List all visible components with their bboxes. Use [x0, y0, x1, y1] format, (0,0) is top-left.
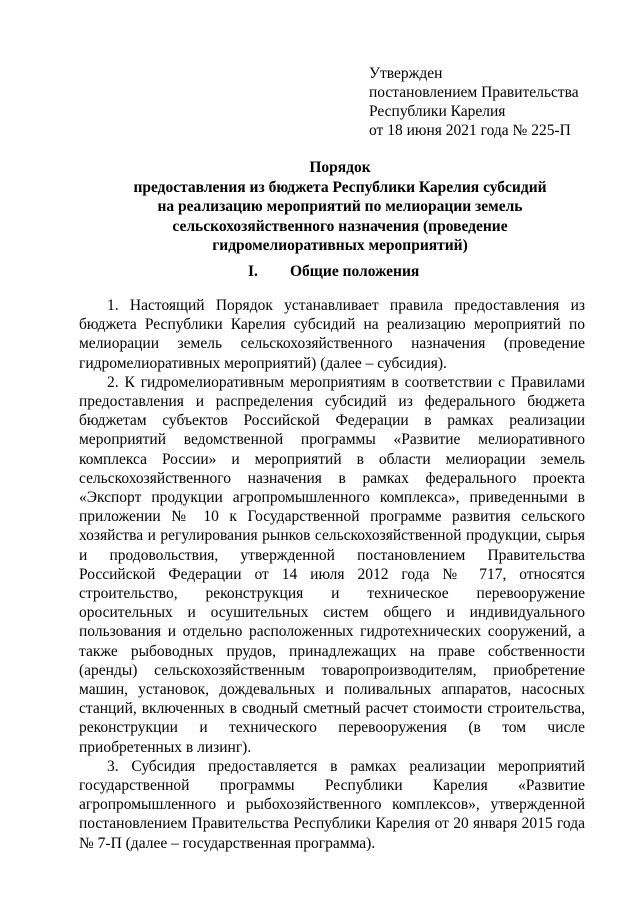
body-text [79, 296, 585, 853]
approval-line: постановлением Правительства [369, 84, 579, 101]
title-line: сельскохозяйственного назначения (проведение [172, 217, 508, 235]
approval-line: Республики Карелия [369, 103, 506, 120]
paragraph: 3. Субсидия предоставляется в рамках реализации мероприятий государственной программы Республики Карелия «Развитие агропромышленного и рыбохозяйственного комплексов», утвержденной постановлением Правительства Республики Карелия от 20 января 2015 года № 7-П (далее – государственная программа). [79, 757, 585, 852]
approval-block [369, 64, 579, 140]
title-line: на реализацию мероприятий по мелиорации земель [157, 198, 523, 215]
paragraph: 1. Настоящий Порядок устанавливает правила предоставления из бюджета Республики Карелия субсидий на реализацию мероприятий по мелиорации земель сельскохозяйственного назначения (проведение гидромелиоративных мероприятий) (далее – субсидия). [79, 297, 585, 372]
approval-line: Утвержден [369, 65, 443, 82]
title-line: Порядок [309, 159, 371, 176]
approval-line: от 18 июня 2021 года № 225-П [369, 122, 571, 139]
section-title: Общие положения [290, 263, 420, 280]
section-number: I. [248, 263, 258, 280]
title-line: гидромелиоративных мероприятий) [212, 237, 468, 254]
title-line: предоставления из бюджета Республики Карелия субсидий [133, 178, 547, 196]
document-title [70, 158, 610, 256]
paragraph: 2. К гидромелиоративным мероприятиям в соответствии с Правилами предоставления и распределения субсидий из федерального бюджета бюджетам субъектов Российской Федерации в рамках реализации мероприятий ведомственной программы «Развитие мелиоративного комплекса России» и мероприятий в области мелиорации земель сельскохозяйственного назначения в рамках федерального проекта «Экспорт продукции агропромышленного комплекса», приведенными в приложении № 10 к Государственной программе развития сельского хозяйства и регулирования рынков сельскохозяйственной продукции, сырья и продовольствия, утвержденной постановлением Правительства Российской Федерации от 14 июля 2012 года № 717, относятся строительство, реконструкция и техническое перевооружение оросительных и осушительных систем общего и индивидуального пользования и отдельно расположенных гидротехнических сооружений, а также рыбоводных прудов, принадлежащих на праве собственности (аренды) сельскохозяйственным товаропроизводителям, приобретение машин, установок, дождевальных и поливальных аппаратов, насосных станций, включенных в сводный сметный расчет стоимости строительства, реконструкции и технического перевооружения (в том числе приобретенных в лизинг). [79, 373, 585, 756]
